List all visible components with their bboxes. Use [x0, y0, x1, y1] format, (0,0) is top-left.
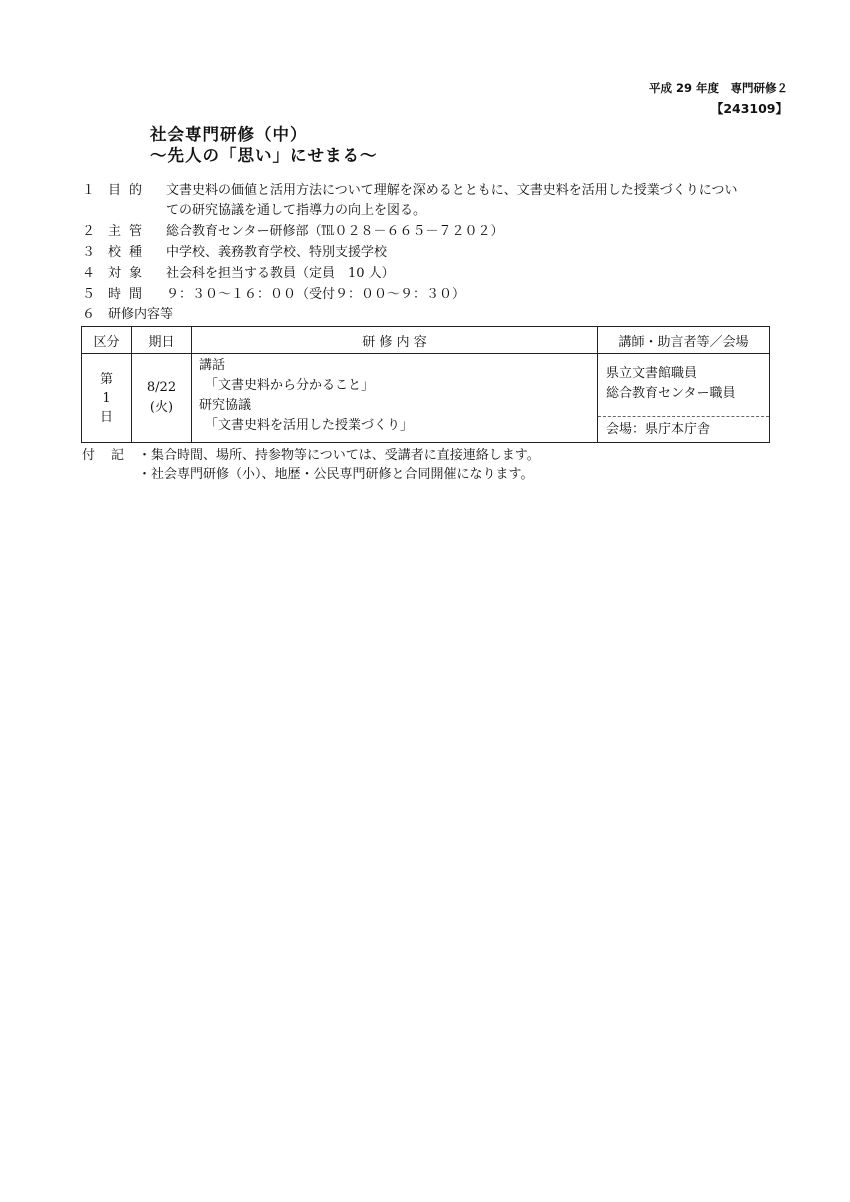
- item-purpose: [82, 181, 782, 221]
- header-content: 研 修 内 容: [192, 327, 598, 354]
- item-text-line2: ての研究協議を通して指導力の向上を図る。: [166, 203, 427, 218]
- item-number: ５: [82, 287, 96, 302]
- note-line: ・社会専門研修（小）、地歴・公民専門研修と合同開催になります。: [138, 467, 534, 482]
- course-subtitle: ～先人の「思い」にせまる～: [150, 146, 378, 165]
- item-target: [82, 264, 782, 284]
- content-line: 「文書史料から分かること」: [205, 378, 375, 393]
- note-line: ・集合時間、場所、持参物等については、受講者に直接連絡します。: [138, 448, 540, 463]
- header-lecturer: 講師・助言者等／会場: [598, 327, 770, 354]
- course-code: 【243109】: [710, 101, 788, 116]
- item-number: ２: [82, 224, 96, 239]
- course-title: 社会専門研修（中）: [150, 125, 308, 144]
- lecturer-list: [598, 354, 769, 416]
- item-school-type: [82, 243, 782, 263]
- item-number: １: [82, 183, 96, 198]
- cell-kubun: [82, 354, 132, 443]
- item-text: 社会科を担当する教員（定員 10 人）: [166, 266, 395, 281]
- notes-label: 付記: [82, 448, 141, 463]
- item-text: ９：３０～１６：００（受付９：００～９：３０）: [166, 287, 466, 302]
- cell-content: [192, 354, 598, 443]
- content-line: 講話: [199, 358, 226, 373]
- item-number: ６: [82, 307, 96, 322]
- kubun-char: 1: [102, 390, 111, 406]
- header-kubun: 区分: [82, 327, 132, 354]
- content-line: 「文書史料を活用した授業づくり」: [205, 418, 414, 433]
- weekday-value: (火): [149, 400, 174, 415]
- item-text: 中学校、義務教育学校、特別支援学校: [166, 245, 388, 260]
- kubun-char: 日: [99, 409, 113, 425]
- schedule-table: [81, 326, 770, 443]
- table-row: [82, 354, 770, 443]
- content-line: 研究協議: [199, 398, 252, 413]
- item-text: 総合教育センター研修部（℡０２８－６６５－７２０２）: [166, 224, 504, 239]
- date-value: 8/22: [146, 380, 177, 395]
- header-date: 期日: [132, 327, 192, 354]
- lecturer-name: 総合教育センター職員: [606, 386, 736, 401]
- table-header-row: [82, 327, 770, 354]
- venue: 会場：県庁本庁舎: [598, 416, 769, 439]
- item-label: 研修内容等: [108, 307, 174, 322]
- item-number: ３: [82, 245, 96, 260]
- item-organizer: [82, 222, 782, 242]
- cell-date: [132, 354, 192, 443]
- item-label: 時間: [108, 287, 151, 302]
- item-label: 対象: [108, 266, 151, 281]
- lecturer-name: 県立文書館職員: [606, 366, 698, 381]
- item-content-heading: [82, 305, 782, 325]
- fiscal-year-label: 平成 29 年度 専門研修２: [648, 81, 788, 95]
- item-label: 校種: [108, 245, 151, 260]
- item-time: [82, 285, 782, 305]
- item-text-line1: 文書史料の価値と活用方法について理解を深めるとともに、文書史料を活用した授業づくりについ: [166, 183, 738, 198]
- item-label: 目的: [108, 183, 151, 198]
- cell-lecturer: [598, 354, 770, 443]
- kubun-char: 第: [99, 371, 113, 387]
- item-label: 主管: [108, 224, 151, 239]
- item-number: ４: [82, 266, 96, 281]
